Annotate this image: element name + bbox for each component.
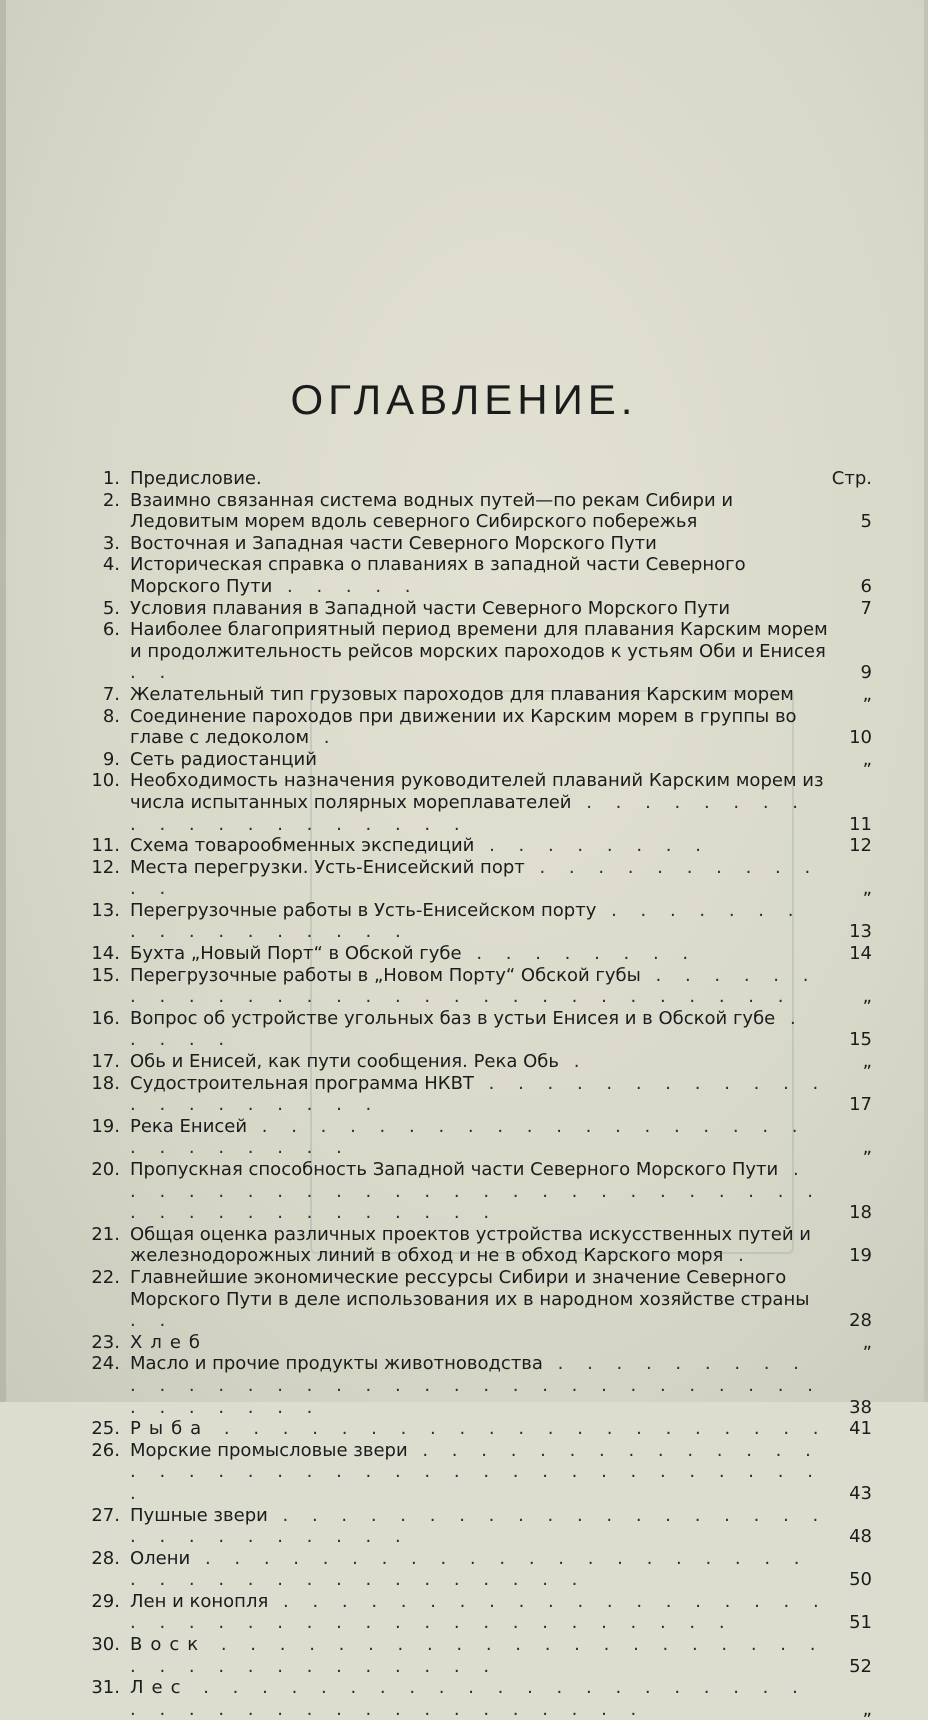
page-left-edge bbox=[0, 0, 6, 1402]
toc-entry-title: Хлеб bbox=[130, 1331, 209, 1353]
toc-entry-page: „ bbox=[862, 748, 872, 770]
toc-entry bbox=[72, 900, 882, 943]
toc-entry-number: 2. bbox=[102, 489, 120, 511]
dot-leader: . . . . . . . . . . . . . . . . . . . . . . . . . . . . . bbox=[130, 1504, 828, 1548]
toc-entry-title: Общая оценка различных проектов устройства искусственных путей и железнодорожных линий в обход и не в обход Карского моря bbox=[130, 1223, 811, 1267]
toc-entry-text-wrap bbox=[130, 1505, 830, 1548]
toc-entry-page: 12 bbox=[849, 835, 872, 857]
toc-entry-title: Историческая справка о плаваниях в западной части Северного Морского Пути bbox=[130, 554, 746, 597]
toc-entry-text-wrap bbox=[130, 1548, 830, 1591]
dot-leader: . bbox=[309, 727, 339, 749]
toc-entry-page: „ bbox=[862, 1698, 872, 1720]
toc-entry-title: Сеть радиостанций bbox=[130, 748, 317, 770]
toc-entry bbox=[72, 835, 882, 857]
dot-leader: . . bbox=[130, 662, 175, 684]
table-of-contents bbox=[72, 468, 882, 1720]
toc-entry-title: Лес bbox=[130, 1677, 189, 1699]
toc-entry-page: „ bbox=[862, 986, 872, 1008]
toc-entry-text-wrap bbox=[130, 1634, 830, 1677]
toc-entry-title: Лен и конопля bbox=[130, 1590, 269, 1612]
toc-entry-text-wrap bbox=[130, 706, 830, 749]
dot-leader: . . . . . bbox=[130, 1007, 805, 1051]
toc-entry-page: 28 bbox=[849, 1310, 872, 1332]
toc-entry-number: 10. bbox=[91, 770, 120, 792]
toc-entry-text-wrap bbox=[130, 1440, 830, 1505]
toc-entry bbox=[72, 1051, 882, 1073]
toc-entry-text-wrap bbox=[130, 1591, 830, 1634]
toc-entry-title: Предисловие. bbox=[130, 468, 262, 489]
toc-entry-page: 51 bbox=[849, 1612, 872, 1634]
toc-entry-number: 28. bbox=[91, 1547, 120, 1569]
toc-entry bbox=[72, 1224, 882, 1267]
dot-leader: . . . . . . . . . . . . . . . . . . . . . bbox=[209, 1418, 828, 1440]
toc-entry-page: „ bbox=[862, 683, 872, 705]
toc-entry-title: Необходимость назначения руководителей плаваний Карским морем из числа испытанных полярных мореплавателей bbox=[130, 770, 824, 813]
toc-entry-page: 18 bbox=[849, 1202, 872, 1224]
toc-entry-text-wrap bbox=[130, 1159, 830, 1224]
toc-entry-page: „ bbox=[862, 1137, 872, 1159]
toc-entry-number: 9. bbox=[102, 748, 120, 770]
toc-entry-title: Обь и Енисей, как пути сообщения. Река Обь bbox=[130, 1051, 560, 1073]
dot-leader: . . bbox=[130, 1310, 175, 1332]
toc-entry-text-wrap bbox=[130, 943, 830, 965]
toc-entry-title: Восточная и Западная части Северного Морского Пути bbox=[130, 532, 657, 554]
toc-entry-number: 27. bbox=[91, 1504, 120, 1526]
dot-leader: . . . . . . . . . . . . . . . . . . . . . . . . . . . . . . . . . . . . . . bbox=[130, 1159, 822, 1224]
toc-entry bbox=[72, 706, 882, 749]
toc-entry-number: 4. bbox=[102, 554, 120, 576]
toc-entry-title: Соединение пароходов при движении их Карским морем в группы во главе с ледоколом bbox=[130, 705, 797, 749]
toc-entry-number: 24. bbox=[91, 1353, 120, 1375]
toc-entry bbox=[72, 1073, 882, 1116]
toc-entry-page: „ bbox=[862, 1331, 872, 1353]
toc-entry-number: 14. bbox=[91, 943, 120, 965]
toc-entry bbox=[72, 684, 882, 706]
toc-entry-text-wrap bbox=[130, 965, 830, 1008]
toc-entry-number: 26. bbox=[91, 1439, 120, 1461]
dot-leader: . . . . . . . . . . . . . . . . . bbox=[130, 899, 803, 943]
toc-entry-title: Бухта „Новый Порт“ в Обской губе bbox=[130, 943, 462, 965]
toc-entry-text-wrap bbox=[130, 533, 830, 555]
toc-entry bbox=[72, 1159, 882, 1224]
toc-entry-page: 10 bbox=[849, 727, 872, 749]
page-column-label: Стр. bbox=[831, 468, 872, 489]
toc-entry-text-wrap bbox=[130, 1267, 830, 1332]
toc-entry-page: 13 bbox=[849, 921, 872, 943]
toc-entry bbox=[72, 598, 882, 620]
toc-entry-page: 7 bbox=[860, 597, 872, 619]
toc-entry-text-wrap bbox=[130, 1008, 830, 1051]
toc-entry-number: 25. bbox=[91, 1418, 120, 1440]
toc-entry bbox=[72, 857, 882, 900]
dot-leader: . . . . . . . . bbox=[474, 835, 710, 857]
toc-entry-title: Перегрузочные работы в Усть-Енисейском порту bbox=[130, 899, 597, 921]
toc-entry-number: 8. bbox=[102, 705, 120, 727]
toc-entry-number: 11. bbox=[91, 835, 120, 857]
dot-leader: . . . . . . . . . . . . . . . . . . . . . . . . . . . . . . . . . . . . . . . bbox=[130, 1677, 807, 1720]
dot-leader: . . . . . bbox=[272, 575, 420, 597]
toc-entry bbox=[72, 943, 882, 965]
toc-entry-page: 19 bbox=[849, 1245, 872, 1267]
toc-entry-title: Взаимно связанная система водных путей—по рекам Сибири и Ледовитым морем вдоль северного Сибирского побережья bbox=[130, 489, 734, 533]
toc-entry-page: 41 bbox=[849, 1418, 872, 1440]
toc-entry bbox=[72, 619, 882, 684]
toc-entry bbox=[72, 1548, 882, 1591]
toc-entry bbox=[72, 1008, 882, 1051]
toc-entry-title: Схема товарообменных экспедиций bbox=[130, 835, 475, 857]
toc-entry-number: 7. bbox=[102, 683, 120, 705]
toc-entry-page: „ bbox=[862, 1051, 872, 1073]
toc-entry-title: Морские промысловые звери bbox=[130, 1439, 408, 1461]
dot-leader: . . . . . . . . . . . . . . . . . . . . . . . . . . . . . . . . . . bbox=[130, 1634, 825, 1677]
toc-entry-title: Места перегрузки. Усть-Енисейский порт bbox=[130, 856, 525, 878]
toc-entry-text-wrap bbox=[130, 1332, 830, 1354]
dot-leader: . . . . . . . . . . . . . . . . . . . . . . . . . . . bbox=[130, 1115, 807, 1159]
toc-entry-text-wrap bbox=[130, 1418, 830, 1440]
toc-entry bbox=[72, 468, 882, 490]
toc-entry-title: Воск bbox=[130, 1634, 207, 1656]
toc-entry-page: 43 bbox=[849, 1482, 872, 1504]
page-right-edge bbox=[924, 0, 928, 1402]
dot-leader: . . . . . . . . . . . . . . . . . . . . bbox=[130, 791, 808, 835]
toc-entry-number: 20. bbox=[91, 1159, 120, 1180]
toc-entry-number: 1. bbox=[102, 468, 120, 489]
toc-entry-title: Условия плавания в Западной части Северного Морского Пути bbox=[130, 597, 731, 619]
toc-entry bbox=[72, 1332, 882, 1354]
toc-entry-number: 13. bbox=[91, 899, 120, 921]
toc-entry-text-wrap bbox=[130, 554, 830, 597]
toc-entry-text-wrap bbox=[130, 1116, 830, 1159]
toc-entry-number: 21. bbox=[91, 1223, 120, 1245]
toc-entry-number: 16. bbox=[91, 1007, 120, 1029]
toc-entry-number: 23. bbox=[91, 1331, 120, 1353]
toc-entry-title: Желательный тип грузовых пароходов для плавания Карским морем bbox=[130, 683, 794, 705]
toc-entry-page: 38 bbox=[849, 1396, 872, 1418]
toc-entry-number: 31. bbox=[91, 1677, 120, 1699]
toc-entry-page: 48 bbox=[849, 1526, 872, 1548]
toc-entry-page: 17 bbox=[849, 1094, 872, 1116]
toc-entry-text-wrap bbox=[130, 1224, 830, 1267]
dot-leader: . . . . . . . . . . . . . . . . . . . . . . . . . . . . . . . . . . . . . . . . bbox=[130, 1590, 828, 1634]
toc-entry-title: Вопрос об устройстве угольных баз в устьи Енисея и в Обской губе bbox=[130, 1007, 776, 1029]
toc-entry-title: Пушные звери bbox=[130, 1504, 268, 1526]
toc-entry-text-wrap bbox=[130, 770, 830, 835]
toc-entry bbox=[72, 749, 882, 771]
toc-entry-text-wrap bbox=[130, 490, 830, 533]
toc-entry bbox=[72, 1418, 882, 1440]
toc-entry-title: Судостроительная программа НКВТ bbox=[130, 1072, 474, 1094]
toc-entry-text-wrap bbox=[130, 684, 830, 706]
toc-entry-title: Главнейшие экономические рессурсы Сибири и значение Северного Морского Пути в деле использования их в народном хозяйстве страны bbox=[130, 1266, 810, 1310]
toc-entry-text-wrap bbox=[130, 749, 830, 771]
dot-leader: . . . . . . . . . . . . . . . . . . . . . bbox=[130, 1072, 828, 1116]
toc-entry bbox=[72, 1677, 882, 1720]
toc-entry-text-wrap bbox=[130, 619, 830, 684]
toc-entry-title: Река Енисей bbox=[130, 1115, 248, 1137]
toc-entry-number: 22. bbox=[91, 1266, 120, 1288]
toc-entry bbox=[72, 490, 882, 533]
toc-entry bbox=[72, 1440, 882, 1505]
toc-entry-text-wrap bbox=[130, 857, 830, 900]
dot-leader: . bbox=[723, 1245, 753, 1267]
toc-entry bbox=[72, 965, 882, 1008]
toc-entry-text-wrap bbox=[130, 1353, 830, 1418]
toc-entry-title: Наиболее благоприятный период времени для плавания Карским морем и продолжительность рейсов морских пароходов к устьям Оби и Енисея bbox=[130, 619, 828, 662]
toc-entry-number: 30. bbox=[91, 1634, 120, 1656]
dot-leader: . bbox=[559, 1051, 589, 1073]
toc-entry-page: 15 bbox=[849, 1029, 872, 1051]
toc-entry bbox=[72, 1634, 882, 1677]
toc-entry-title: Масло и прочие продукты животноводства bbox=[130, 1353, 543, 1375]
toc-entry-number: 15. bbox=[91, 964, 120, 986]
toc-entry-page: 5 bbox=[860, 511, 872, 533]
toc-entry bbox=[72, 1267, 882, 1332]
toc-entry-number: 5. bbox=[102, 597, 120, 619]
toc-entry-number: 18. bbox=[91, 1072, 120, 1094]
toc-entry-number: 29. bbox=[91, 1590, 120, 1612]
toc-entry-page: 9 bbox=[860, 662, 872, 684]
dot-leader: . . . . . . . . bbox=[461, 943, 698, 965]
toc-entry bbox=[72, 1353, 882, 1418]
toc-entry-title: Олени bbox=[130, 1547, 191, 1569]
toc-entry-page: 52 bbox=[849, 1655, 872, 1677]
toc-entry-number: 12. bbox=[91, 856, 120, 878]
toc-entry-page: 14 bbox=[849, 943, 872, 965]
toc-entry-title: Рыба bbox=[130, 1418, 210, 1440]
toc-entry-text-wrap bbox=[130, 1677, 830, 1720]
toc-entry-text-wrap bbox=[130, 835, 830, 857]
toc-entry-page: 50 bbox=[849, 1569, 872, 1591]
toc-entry-number: 3. bbox=[102, 532, 120, 554]
toc-entry-text-wrap bbox=[130, 598, 830, 620]
toc-entry-page: 6 bbox=[860, 575, 872, 597]
toc-entry-title: Пропускная способность Западной части Северного Морского Пути bbox=[130, 1159, 779, 1180]
toc-entry bbox=[72, 1591, 882, 1634]
toc-entry bbox=[72, 1116, 882, 1159]
dot-leader: . . . . . . . . . . . . . . . . . . . . . . . . . . . . . . . . . . . . . . . . bbox=[130, 1353, 822, 1418]
toc-entry bbox=[72, 770, 882, 835]
toc-entry-text-wrap bbox=[130, 468, 830, 490]
toc-entry-number: 6. bbox=[102, 619, 120, 641]
page-title: ОГЛАВЛЕНИЕ. bbox=[290, 376, 638, 423]
dot-leader: . . . . . . . . . . . . . . . . . . . . . . . . . . . . . . . . . . . . . bbox=[130, 1547, 809, 1591]
dot-leader: . . . . . . . . . . . . . . . . . . . . . . . . . . . . . . . . . . . . . . . bbox=[130, 1439, 822, 1504]
toc-entry-page: 11 bbox=[849, 813, 872, 835]
toc-entry bbox=[72, 533, 882, 555]
dot-leader: . . . . . . . . . . . . . . . . . . . . . . . . . . . . . bbox=[130, 964, 818, 1008]
toc-entry-text-wrap bbox=[130, 1051, 830, 1073]
toc-entry-number: 19. bbox=[91, 1115, 120, 1137]
toc-entry-text-wrap bbox=[130, 900, 830, 943]
toc-entry-title: Перегрузочные работы в „Новом Порту“ Обской губы bbox=[130, 964, 641, 986]
toc-entry-text-wrap bbox=[130, 1073, 830, 1116]
toc-entry-number: 17. bbox=[91, 1051, 120, 1073]
toc-entry bbox=[72, 1505, 882, 1548]
toc-entry-page: „ bbox=[862, 878, 872, 900]
dot-leader: . . . . . . . . . . . . bbox=[130, 856, 820, 900]
toc-entry bbox=[72, 554, 882, 597]
